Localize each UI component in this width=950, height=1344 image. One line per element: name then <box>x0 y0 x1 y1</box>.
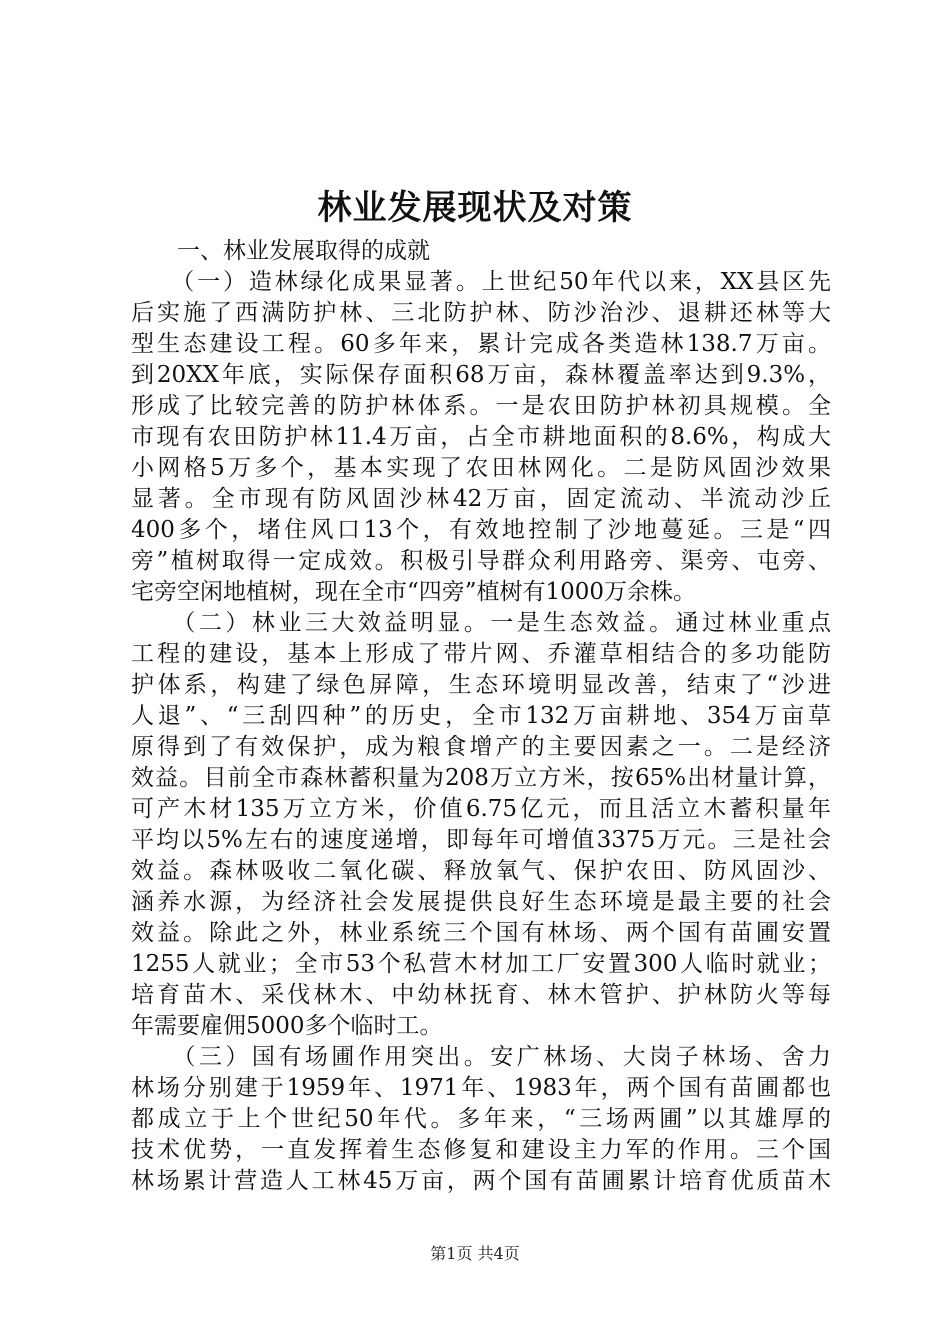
text-line: 原得到了有效保护，成为粮食增产的主要因素之一。二是经济 <box>131 734 831 760</box>
text-line: 效益。森林吸收二氧化碳、释放氧气、保护农田、防风固沙、 <box>131 858 831 884</box>
text-line: 到20XX年底，实际保存面积68万亩，森林覆盖率达到9.3%， <box>131 362 831 388</box>
text-line: 显著。全市现有防风固沙林42万亩，固定流动、半流动沙丘 <box>131 486 831 512</box>
text-line: 林场累计营造人工林45万亩，两个国有苗圃累计培育优质苗木 <box>131 1168 831 1194</box>
text-line: 可产木材135万立方米，价值6.75亿元，而且活立木蓄积量年 <box>131 796 831 822</box>
text-line: 1255人就业；全市53个私营木材加工厂安置300人临时就业； <box>131 951 831 977</box>
text-line: 年需要雇佣5000多个临时工。 <box>131 1013 443 1039</box>
text-line: 宅旁空闲地植树，现在全市“四旁”植树有1000万余株。 <box>131 579 697 605</box>
document-body <box>131 236 831 1197</box>
text-line: （二）林业三大效益明显。一是生态效益。通过林业重点 <box>131 610 831 636</box>
text-line: 一、林业发展取得的成就 <box>131 238 430 264</box>
text-line: 旁”植树取得一定成效。积极引导群众利用路旁、渠旁、屯旁、 <box>131 548 831 574</box>
text-line: 林场分别建于1959年、1971年、1983年，两个国有苗圃都也 <box>131 1075 831 1101</box>
text-line: 护体系，构建了绿色屏障，生态环境明显改善，结束了“沙进 <box>131 672 831 698</box>
document-title: 林业发展现状及对策 <box>317 188 633 228</box>
text-line: 小网格5万多个，基本实现了农田林网化。二是防风固沙效果 <box>131 455 831 481</box>
text-line: 人退”、“三刮四种”的历史，全市132万亩耕地、354万亩草 <box>131 703 831 729</box>
text-line: （一）造林绿化成果显著。上世纪50年代以来，XX县区先 <box>131 269 831 295</box>
text-line: 400多个，堵住风口13个，有效地控制了沙地蔓延。三是“四 <box>131 517 831 543</box>
text-line: 工程的建设，基本上形成了带片网、乔灌草相结合的多功能防 <box>131 641 831 667</box>
text-line: 培育苗木、采伐林木、中幼林抚育、林木管护、护林防火等每 <box>131 982 831 1008</box>
text-line: 效益。除此之外，林业系统三个国有林场、两个国有苗圃安置 <box>131 920 831 946</box>
text-line: 形成了比较完善的防护林体系。一是农田防护林初具规模。全 <box>131 393 831 419</box>
text-line: 涵养水源，为经济社会发展提供良好生态环境是最主要的社会 <box>131 889 831 915</box>
text-line: （三）国有场圃作用突出。安广林场、大岗子林场、舍力 <box>131 1044 831 1070</box>
text-line: 后实施了西满防护林、三北防护林、防沙治沙、退耕还林等大 <box>131 300 831 326</box>
text-line: 技术优势，一直发挥着生态修复和建设主力军的作用。三个国 <box>131 1137 831 1163</box>
text-line: 平均以5%左右的速度递增，即每年可增值3375万元。三是社会 <box>131 827 831 853</box>
text-line: 效益。目前全市森林蓄积量为208万立方米，按65%出材量计算， <box>131 765 831 791</box>
text-line: 市现有农田防护林11.4万亩，占全市耕地面积的8.6%，构成大 <box>131 424 831 450</box>
text-line: 都成立于上个世纪50年代。多年来，“三场两圃”以其雄厚的 <box>131 1106 831 1132</box>
text-line: 型生态建设工程。60多年来，累计完成各类造林138.7万亩。 <box>131 331 831 357</box>
page-footer: 第1页 共4页 <box>430 1244 520 1263</box>
